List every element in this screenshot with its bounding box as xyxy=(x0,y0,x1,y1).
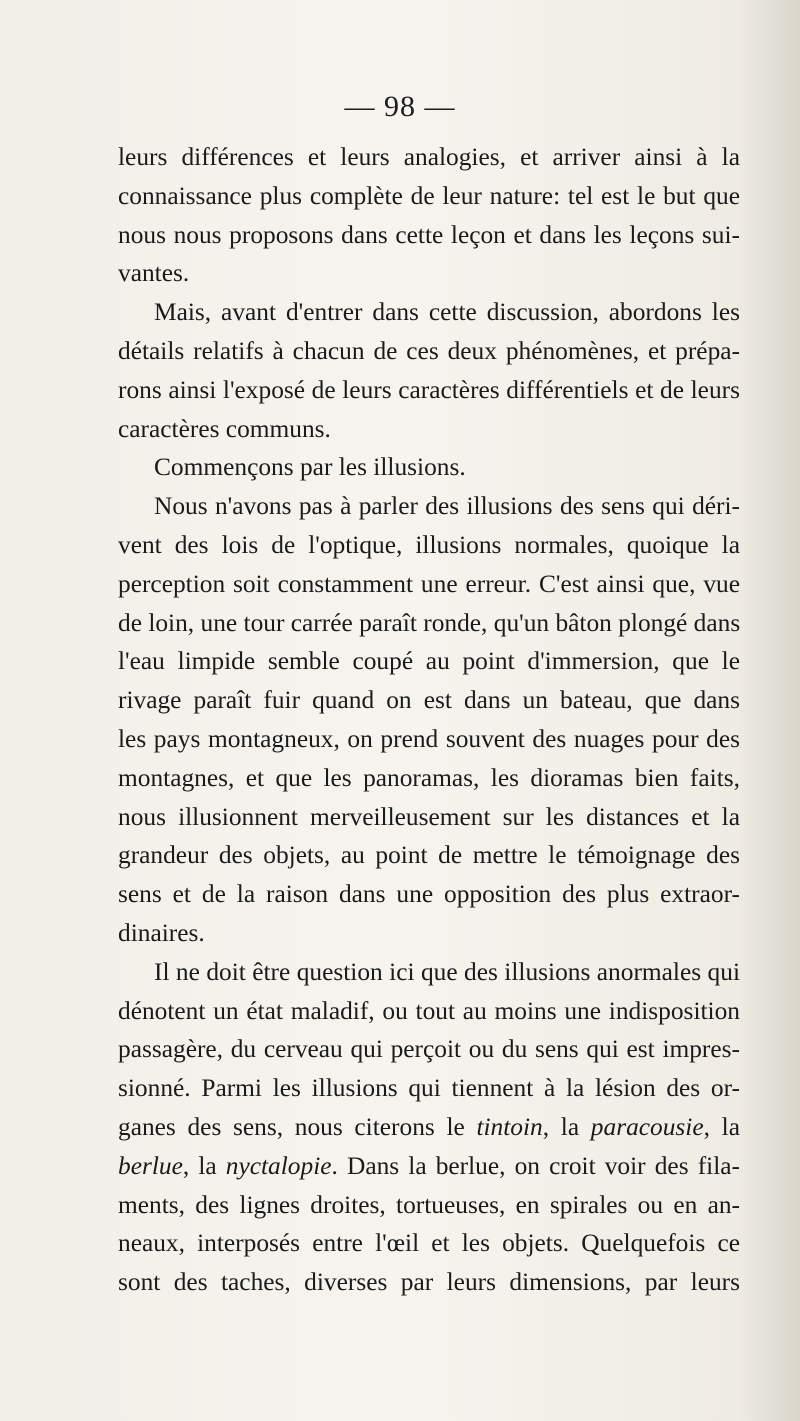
text-line: Mais, avant d'entrer dans cette discussion, abordons les xyxy=(154,298,740,327)
italic-term-nyctalopie: nyctalopie xyxy=(225,1151,332,1180)
text-line: dénotent un état maladif, ou tout au moins une indisposition xyxy=(118,996,740,1025)
text-line: ments, des lignes droites, tortueuses, en spirales ou en an- xyxy=(118,1190,740,1219)
text-line: vent des lois de l'optique, illusions normales, quoique la xyxy=(118,530,740,559)
italic-term-berlue: berlue xyxy=(118,1151,183,1180)
text-line-with-italics xyxy=(118,1108,740,1147)
text-line: sionné. Parmi les illusions qui tiennent à la lésion des or- xyxy=(118,1074,740,1103)
text-run: , la xyxy=(182,1151,226,1180)
text-line: Il ne doit être question ici que des illusions anormales qui xyxy=(154,957,740,986)
text-line: rons ainsi l'exposé de leurs caractères différentiels et de leurs xyxy=(118,375,740,404)
text-line: grandeur des objets, au point de mettre le témoignage des xyxy=(118,841,740,870)
text-line: l'eau limpide semble coupé au point d'immersion, que le xyxy=(118,647,740,676)
text-line: leurs différences et leurs analogies, et arriver ainsi à la xyxy=(118,143,740,171)
page-number: — 98 — xyxy=(344,90,456,123)
italic-term-tintoin: tintoin xyxy=(476,1112,543,1141)
text-line: connaissance plus complète de leur nature: tel est le but que xyxy=(118,181,740,210)
text-line: Nous n'avons pas à parler des illusions des sens qui déri- xyxy=(154,492,740,521)
body-text xyxy=(118,138,740,1302)
text-line-with-italics xyxy=(118,1147,740,1186)
text-line: neaux, interposés entre l'œil et les objets. Quelquefois ce xyxy=(118,1229,740,1258)
italic-term-paracousie: paracousie xyxy=(590,1112,704,1141)
text-line: Commençons par les illusions. xyxy=(154,453,466,482)
text-line: rivage paraît fuir quand on est dans un bateau, que dans xyxy=(118,686,740,715)
text-line: sont des taches, diverses par leurs dimensions, par leurs xyxy=(118,1268,740,1297)
text-line: montagnes, et que les panoramas, les dioramas bien faits, xyxy=(118,763,740,792)
text-line: détails relatifs à chacun de ces deux phénomènes, et prépa- xyxy=(118,336,740,365)
text-line: nous nous proposons dans cette leçon et dans les leçons sui- xyxy=(118,220,740,249)
text-line: perception soit constamment une erreur. C'est ainsi que, vue xyxy=(118,569,740,598)
text-run: , la xyxy=(542,1112,591,1141)
text-run: , la xyxy=(703,1112,740,1141)
text-line: passagère, du cerveau qui perçoit ou du sens qui est impres- xyxy=(118,1035,740,1064)
text-run: ganes des sens, nous citerons le xyxy=(118,1112,477,1141)
text-line: nous illusionnent merveilleusement sur les distances et la xyxy=(118,802,740,831)
text-line: dinaires. xyxy=(118,918,205,947)
text-line: sens et de la raison dans une opposition des plus extraor- xyxy=(118,880,740,909)
text-line: caractères communs. xyxy=(118,414,331,443)
text-line: de loin, une tour carrée paraît ronde, qu'un bâton plongé dans xyxy=(118,608,741,637)
text-line: les pays montagneux, on prend souvent des nuages pour des xyxy=(118,724,740,753)
text-run: . Dans la berlue, on croit voir des fila- xyxy=(331,1151,740,1180)
text-line: vantes. xyxy=(118,259,190,288)
